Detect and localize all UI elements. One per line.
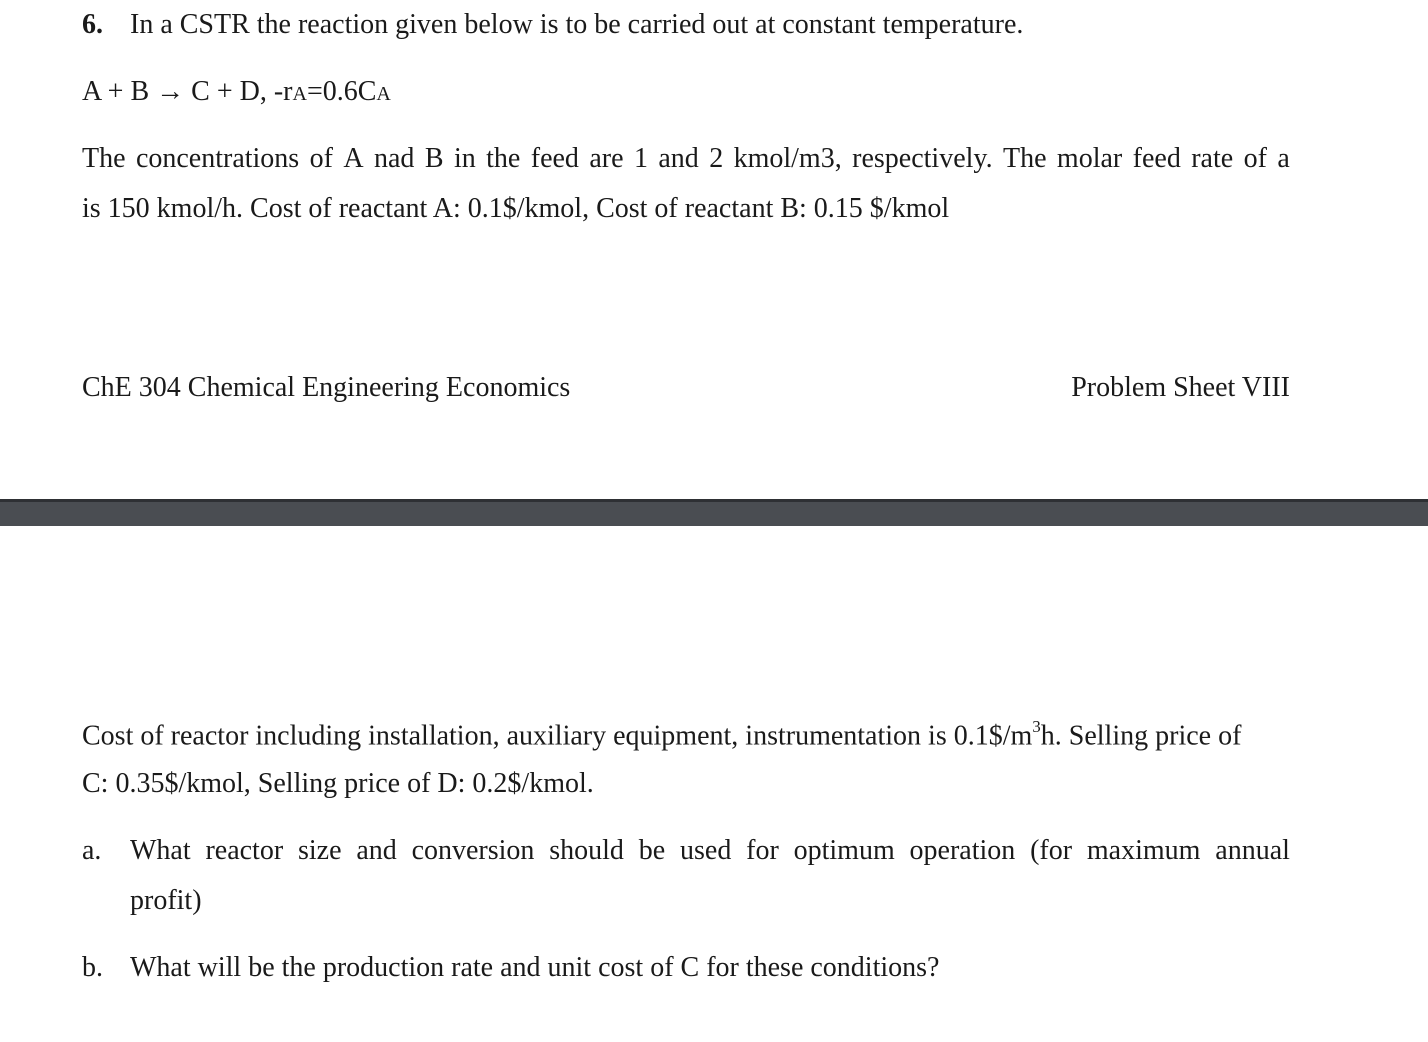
problem-heading [82,11,1023,39]
paragraph-1-word: 1 [633,143,648,174]
paragraph-1-word: a [1277,143,1290,174]
item-a-word: operation [909,835,1016,866]
paragraph-1-word: the [486,143,521,174]
paragraph-1-word: feed [1132,143,1181,174]
item-a-word: reactor [205,835,284,866]
item-a-word: size [297,835,342,866]
paragraph-2-line-2: C: 0.35$/kmol, Selling price of D: 0.2$/kmol. [82,768,594,799]
paragraph-1-word: rate [1191,143,1234,174]
cubic-superscript: 3 [1032,717,1041,736]
paragraph-1-word: The [1002,143,1047,174]
item-a-word: optimum [793,835,895,866]
reaction-main: A + B → C + D, -r [82,76,293,107]
paragraph-1-word: 2 [709,143,724,174]
paragraph-1-word: concentrations [135,143,300,174]
reaction-subscript-1: A [292,83,307,105]
page-header [82,374,1290,402]
selling-price-text: h. Selling price of [1040,720,1242,752]
paragraph-1-word: nad [374,143,415,174]
paragraph-1-word: kmol/m3, [733,143,842,174]
paragraph-1-word: in [453,143,476,174]
paragraph-2-line-1 [82,717,1242,752]
problem-number: 6. [82,9,103,40]
item-a [82,837,1290,865]
item-a-line-2: profit) [130,885,202,916]
item-a-word: for [746,835,779,866]
item-a-label: a. [82,835,102,866]
item-b-label: b. [82,952,103,983]
item-a-word: (for [1030,835,1073,866]
item-a-word: conversion [411,835,535,866]
item-b-text: What will be the production rate and unit cost of C for these conditions? [130,952,940,983]
item-a-word: maximum [1086,835,1201,866]
item-b [82,954,939,982]
reaction-mid: =0.6C [306,76,377,107]
paragraph-1-word: of [309,143,333,174]
item-a-word: and [356,835,397,866]
item-a-line-1 [130,837,1290,865]
paragraph-1-word: respectively. [852,143,993,174]
problem-intro: In a CSTR the reaction given below is to be carried out at constant temperature. [130,9,1024,40]
paragraph-1-word: A [343,143,364,174]
paragraph-1-word: molar [1056,143,1123,174]
item-a-word: What [130,835,191,866]
reactor-cost-text: Cost of reactor including installation, auxiliary equipment, instrumentation is 0.1$/m [82,720,1033,752]
item-a-word: annual [1215,835,1290,866]
reaction-subscript-2: A [376,83,391,105]
paragraph-1-word: of [1243,143,1267,174]
item-a-word: be [638,835,666,866]
course-title: ChE 304 Chemical Engineering Economics [82,372,571,403]
paragraph-1-line-2: is 150 kmol/h. Cost of reactant A: 0.1$/kmol, Cost of reactant B: 0.15 $/kmol [82,193,950,224]
paragraph-1-word: B [424,143,444,174]
paragraph-1-word: feed [530,143,579,174]
reaction-equation [82,78,391,106]
item-a-word: should [549,835,624,866]
paragraph-1-line-1 [82,145,1290,173]
paragraph-1-word: are [589,143,624,174]
page-break-divider [0,499,1428,526]
sheet-title: Problem Sheet VIII [1071,372,1290,403]
paragraph-1-word: and [658,143,699,174]
paragraph-1-word: The [82,143,126,174]
item-a-word: used [680,835,732,866]
